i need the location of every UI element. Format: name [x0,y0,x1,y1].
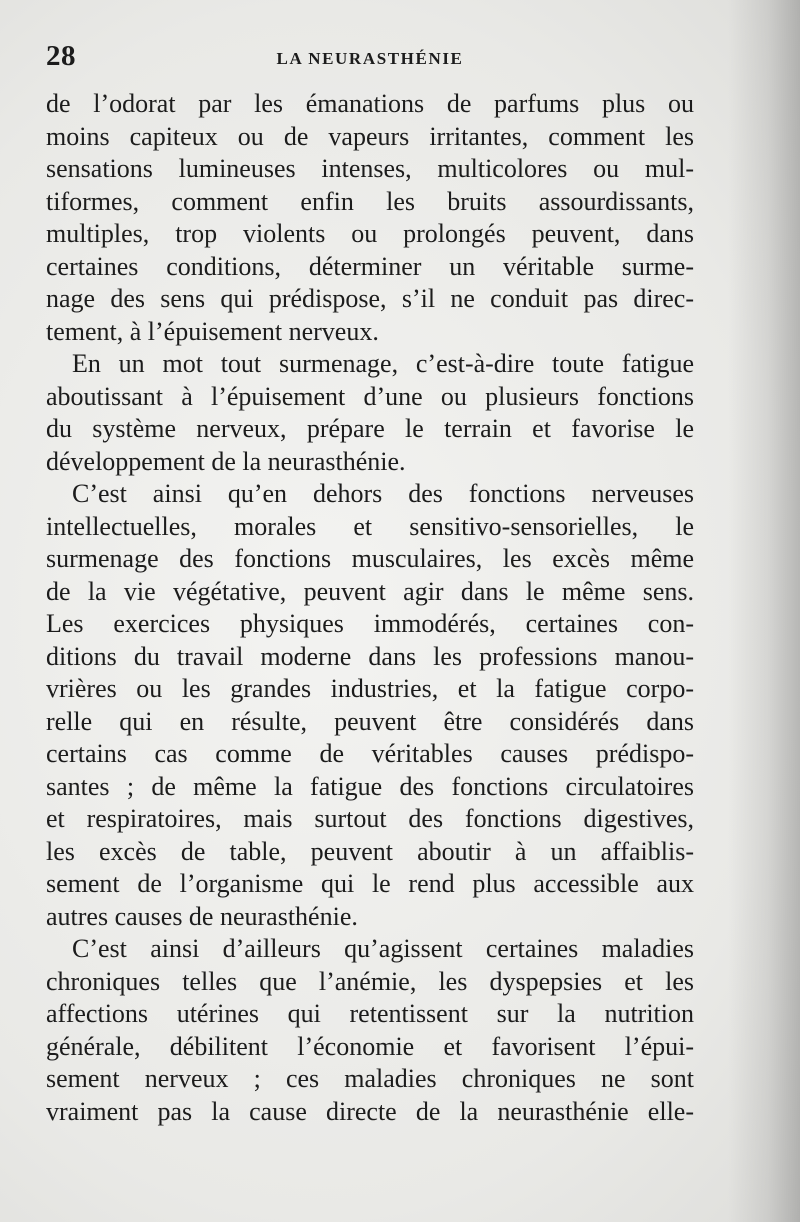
paragraph [46,478,694,933]
text-line: de la vie végétative, peuvent agir dans le même sens. [46,576,694,606]
text-line: développement de la neurasthénie. [46,446,406,476]
text-line: du système nerveux, prépare le terrain et favorise le [46,414,694,443]
text-line: tement, à l’épuisement nerveux. [46,316,379,346]
text-line: Les exercices physiques immodérés, certaines con- [46,609,694,638]
text-line: de l’odorat par les émanations de parfums plus ou [46,89,694,118]
text-line: sement nerveux ; ces maladies chroniques ne sont [46,1064,694,1093]
text-line: vraiment pas la cause directe de la neurasthénie elle- [46,1096,694,1126]
body-text [46,88,694,1128]
text-line: autres causes de neurasthénie. [46,901,358,931]
text-line: C’est ainsi qu’en dehors des fonctions nerveuses [72,479,694,508]
text-line: les excès de table, peuvent aboutir à un affaiblis- [46,836,694,866]
text-line: sensations lumineuses intenses, multicolores ou mul- [46,154,694,183]
text-line: multiples, trop violents ou prolongés peuvent, dans [46,219,694,248]
text-line: C’est ainsi d’ailleurs qu’agissent certaines maladies [72,934,694,963]
text-line: nage des sens qui prédispose, s’il ne conduit pas direc- [46,284,694,313]
text-line: chroniques telles que l’anémie, les dyspepsies et les [46,966,694,996]
text-line: intellectuelles, morales et sensitivo-sensorielles, le [46,511,694,541]
text-line: sement de l’organisme qui le rend plus accessible aux [46,869,694,898]
text-line: certains cas comme de véritables causes prédispo- [46,739,694,768]
text-line: générale, débilitent l’économie et favorisent l’épui- [46,1031,694,1061]
page-number: 28 [46,40,76,72]
running-title: LA NEURASTHÉNIE [276,49,464,68]
text-line: ditions du travail moderne dans les professions manou- [46,641,694,671]
page-header [46,40,694,80]
paragraph [46,88,694,348]
text-line: moins capiteux ou de vapeurs irritantes, comment les [46,121,694,151]
text-line: relle qui en résulte, peuvent être considérés dans [46,706,694,736]
text-line: surmenage des fonctions musculaires, les excès même [46,544,694,573]
text-line: et respiratoires, mais surtout des fonctions digestives, [46,804,694,833]
paragraph [46,348,694,478]
text-line: tiformes, comment enfin les bruits assourdissants, [46,186,694,216]
text-line: affections utérines qui retentissent sur la nutrition [46,999,694,1028]
text-line: santes ; de même la fatigue des fonctions circulatoires [46,771,694,801]
text-line: aboutissant à l’épuisement d’une ou plusieurs fonctions [46,381,694,411]
text-line: En un mot tout surmenage, c’est-à-dire toute fatigue [72,349,694,378]
text-line: vrières ou les grandes industries, et la fatigue corpo- [46,674,694,703]
text-line: certaines conditions, déterminer un véritable surme- [46,251,694,281]
paragraph [46,933,694,1128]
